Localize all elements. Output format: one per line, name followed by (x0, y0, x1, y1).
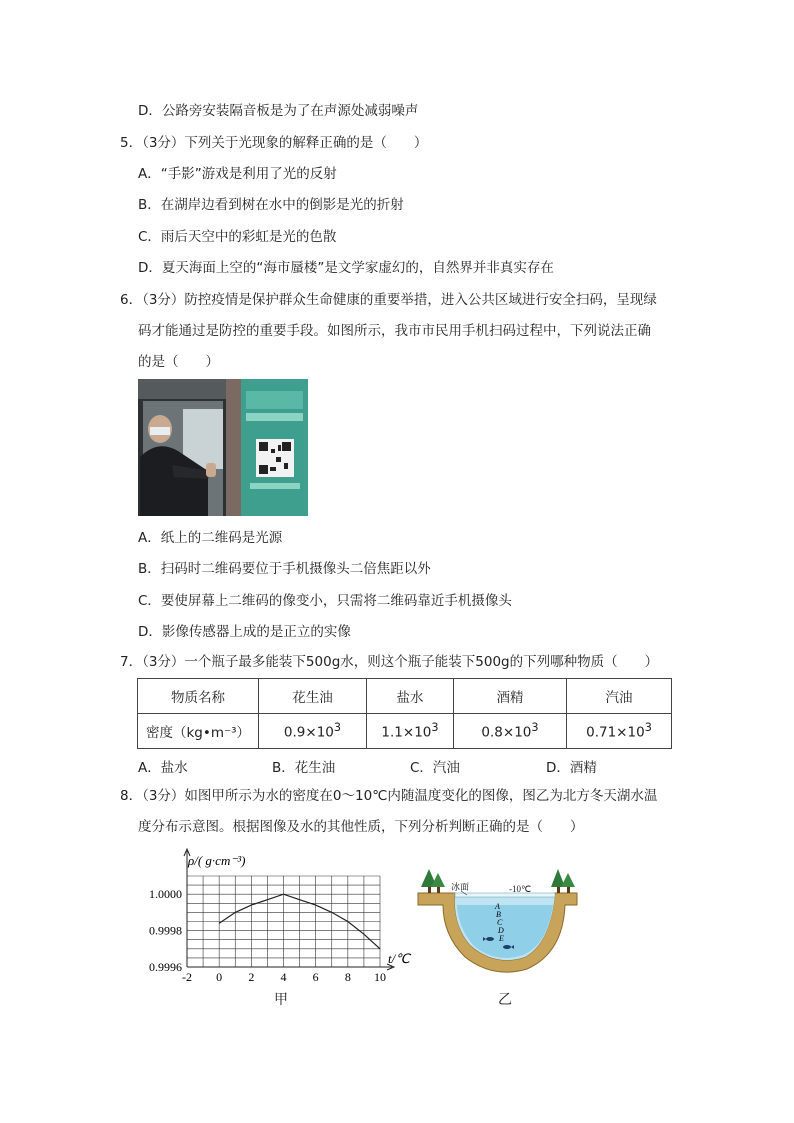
q7-option-c: C．汽油 (410, 760, 460, 776)
q7-option-a: A．盐水 (138, 760, 188, 776)
q6-stem-line-3: 的是（ ） (138, 354, 219, 370)
density-exponent: 3 (431, 721, 439, 735)
q8-stem-line-1: 8．（3分）如图甲所示为水的密度在0～10℃内随温度变化的图像，图乙为北方冬天湖水温 (120, 788, 658, 804)
y-tick-label: 1.0000 (149, 887, 182, 902)
tree-icon (551, 869, 575, 893)
figure-caption-jia: 甲 (274, 992, 288, 1008)
tree-icon (421, 869, 445, 893)
y-tick-label: 0.9998 (149, 923, 182, 938)
table-cell (454, 714, 567, 749)
table-row (138, 714, 672, 749)
chart-grid (187, 876, 380, 967)
q8-stem-line-2: 度分布示意图。根据图像及水的其他性质，下列分析判断正确的是（ ） (138, 819, 584, 835)
chart-ylabel: ρ/( g·cm⁻³) (188, 853, 246, 868)
x-tick-label: -2 (182, 970, 192, 984)
figure-caption-yi: 乙 (498, 992, 512, 1008)
density-chart (130, 845, 420, 985)
density-value: 0.8×10 (481, 724, 532, 741)
layer-label: B (496, 910, 501, 919)
q6-stem-line-2: 码才能通过是防控的重要手段。如图所示，我市市民用手机扫码过程中，下列说法正确 (138, 323, 651, 339)
q5-option-a: A．“手影”游戏是利用了光的反射 (138, 166, 337, 182)
x-tick-label: 0 (216, 970, 223, 984)
lake-diagram (415, 865, 580, 975)
q7-option-b: B．花生油 (272, 760, 336, 776)
table-header-row (138, 679, 672, 714)
table-header-cell: 酒精 (454, 679, 567, 714)
q6-option-b: B．扫码时二维码要位于手机摄像头二倍焦距以外 (138, 561, 431, 577)
q6-option-d: D．影像传感器上成的是正立的实像 (138, 624, 351, 640)
density-value: 0.71×10 (586, 724, 645, 741)
density-table (137, 678, 672, 749)
y-tick-label: 0.9996 (149, 960, 182, 974)
qr-scan-illustration (138, 379, 308, 516)
q4-option-d: D．公路旁安装隔音板是为了在声源处减弱噪声 (138, 103, 419, 119)
q5-stem: 5．（3分）下列关于光现象的解释正确的是（ ） (120, 135, 428, 151)
air-temp-label: -10℃ (509, 884, 532, 894)
q6-option-c: C．要使屏幕上二维码的像变小，只需将二维码靠近手机摄像头 (138, 593, 512, 609)
q6-stem-line-1: 6．（3分）防控疫情是保护群众生命健康的重要举措，进入公共区域进行安全扫码，呈现绿 (120, 292, 657, 308)
layer-label: C (497, 918, 503, 927)
table-cell (367, 714, 454, 749)
layer-label: E (499, 934, 504, 943)
table-row-label: 密度（kg•m⁻³） (138, 714, 259, 749)
density-value: 0.9×10 (283, 724, 334, 741)
density-exponent: 3 (333, 721, 342, 735)
density-exponent: 3 (644, 721, 652, 735)
x-tick-label: 6 (312, 970, 319, 984)
x-tick-label: 10 (374, 970, 386, 984)
q5-option-b: B．在湖岸边看到树在水中的倒影是光的折射 (138, 197, 404, 213)
table-header-cell: 汽油 (567, 679, 672, 714)
density-exponent: 3 (531, 721, 539, 735)
ice-label: 冰面 (451, 882, 470, 892)
table-header-cell: 盐水 (367, 679, 454, 714)
table-cell (259, 714, 367, 749)
q6-option-a: A．纸上的二维码是光源 (138, 530, 283, 546)
density-value: 1.1×10 (381, 724, 432, 741)
q5-option-c: C．雨后天空中的彩虹是光的色散 (138, 229, 337, 245)
table-header-cell: 花生油 (259, 679, 367, 714)
q5-option-d: D．夏天海面上空的“海市蜃楼”是文学家虚幻的，自然界并非真实存在 (138, 260, 554, 276)
x-tick-label: 8 (344, 970, 351, 984)
table-header-cell: 物质名称 (138, 679, 259, 714)
x-tick-label: 4 (280, 970, 287, 984)
qr-scan-photo (138, 379, 308, 516)
layer-label: A (495, 902, 500, 911)
q7-stem: 7．（3分）一个瓶子最多能装下500g水，则这个瓶子能装下500g的下列哪种物质（ ） (120, 654, 659, 670)
chart-xlabel: t/℃ (388, 951, 410, 966)
x-tick-label: 2 (248, 970, 255, 984)
layer-label: D (498, 926, 504, 935)
q7-option-d: D．酒精 (546, 760, 597, 776)
table-cell (567, 714, 672, 749)
